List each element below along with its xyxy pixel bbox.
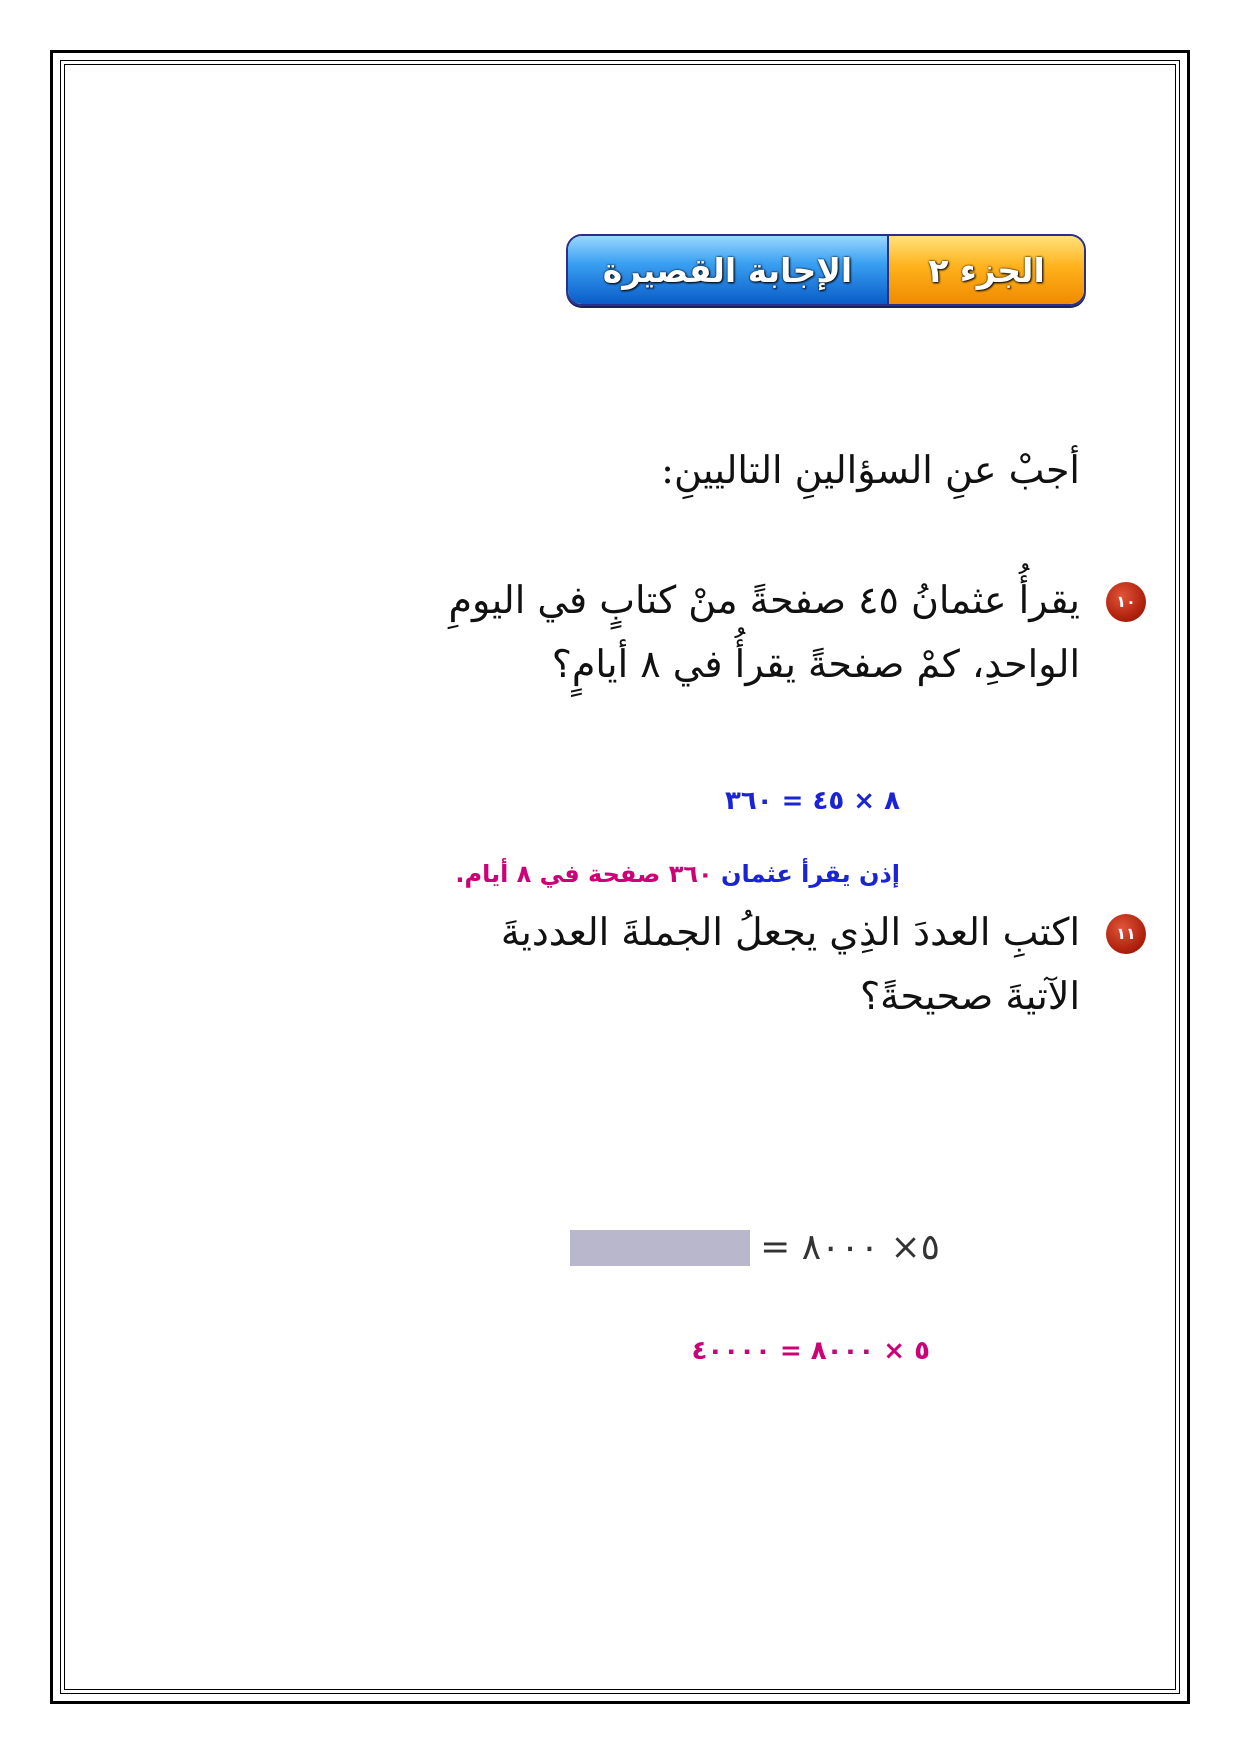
section-banner: [566, 234, 1086, 306]
answer-statement-part2: ٣٦٠ صفحة في ٨ أيام.: [455, 860, 713, 888]
question-number-badge: ١٠: [1106, 582, 1146, 622]
given-equation-11: [570, 1227, 940, 1268]
question-line-2: الواحدِ، كمْ صفحةً يقرأُ في ٨ أيامٍ؟: [551, 642, 1080, 686]
question-line-1: يقرأُ عثمانُ ٤٥ صفحةً منْ كتابٍ في اليومِ: [448, 578, 1080, 622]
answer-equation-11: ٥ × ٨٠٠٠ = ٤٠٠٠٠: [691, 1336, 930, 1366]
instructions-text: أجبْ عنِ السؤالينِ التاليينِ:: [661, 448, 1080, 492]
question-10: [320, 568, 1136, 696]
question-line-1: اكتبِ العددَ الذِي يجعلُ الجملةَ العدديةَ: [500, 910, 1080, 954]
answer-statement-10: [455, 860, 900, 888]
banner-part-label-box: [887, 236, 1084, 304]
answer-blank[interactable]: [570, 1230, 750, 1266]
banner-title: الإجابة القصيرة: [602, 250, 853, 290]
question-line-2: الآتيةَ صحيحةً؟: [859, 974, 1080, 1018]
given-equation-text: ٥× ٨٠٠٠ =: [760, 1227, 940, 1268]
answer-statement-part1: إذن يقرأ عثمان: [721, 860, 900, 888]
question-11: [320, 900, 1136, 1028]
banner-part-label: الجزء ٢: [928, 250, 1045, 290]
banner-title-box: [568, 236, 887, 304]
answer-equation-10: ٨ × ٤٥ = ٣٦٠: [724, 786, 900, 816]
question-number-badge: ١١: [1106, 914, 1146, 954]
